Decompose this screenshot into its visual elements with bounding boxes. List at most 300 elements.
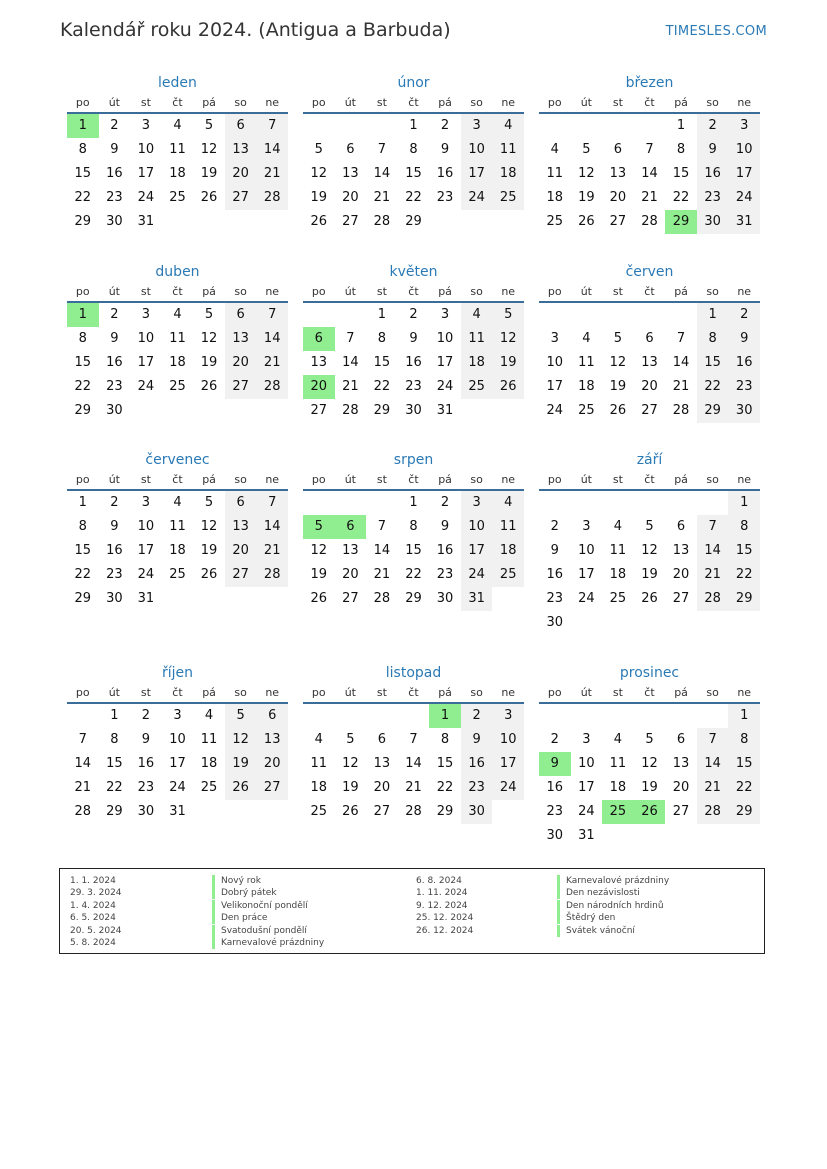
day-cell: 20 (609, 190, 627, 205)
day-cell: 11 (200, 732, 218, 747)
day-cell: 2 (110, 118, 119, 133)
day-cell: 29 (697, 399, 729, 423)
day-cell: 23 (106, 379, 123, 394)
day-cell: 30 (546, 828, 564, 843)
weekday-label: út (580, 686, 592, 699)
day-grid (539, 704, 760, 848)
day-cell: 19 (609, 379, 627, 394)
day-cell: 23 (546, 591, 564, 606)
day-cell: 21 (672, 379, 690, 394)
day-cell: 19 (641, 780, 658, 795)
day-cell: 15 (728, 539, 760, 563)
day-cell: 4 (550, 142, 559, 157)
day-cell: 24 (461, 186, 493, 210)
day-cell: 26 (492, 375, 524, 399)
weekday-label: čt (172, 285, 183, 298)
day-cell: 7 (409, 732, 418, 747)
day-cell: 1 (110, 708, 119, 723)
day-cell: 13 (256, 728, 288, 752)
day-cell: 16 (697, 162, 729, 186)
day-cell: 27 (609, 214, 627, 229)
weekday-label: ne (501, 285, 516, 298)
weekday-label: st (612, 686, 623, 699)
day-cell: 3 (728, 114, 760, 138)
day-cell: 18 (609, 780, 627, 795)
weekday-header (303, 94, 524, 114)
day-cell: 6 (346, 142, 355, 157)
day-cell: 20 (225, 539, 257, 563)
day-cell: 22 (373, 379, 391, 394)
month-name: leden (158, 75, 197, 91)
day-cell: 5 (582, 142, 591, 157)
weekday-label: út (580, 96, 592, 109)
day-cell: 10 (578, 543, 595, 558)
holiday-day-cell: 9 (539, 752, 571, 776)
day-cell: 13 (310, 355, 328, 370)
day-cell: 6 (256, 704, 288, 728)
weekday-label: st (140, 285, 151, 298)
day-cell: 19 (200, 543, 218, 558)
day-cell: 4 (173, 307, 182, 322)
day-cell: 9 (110, 519, 119, 534)
day-cell: 29 (728, 800, 760, 824)
month-name: září (636, 452, 663, 468)
day-cell: 19 (200, 166, 218, 181)
weekday-label: ne (265, 285, 280, 298)
day-cell: 2 (697, 114, 729, 138)
day-cell: 4 (582, 331, 591, 346)
day-cell: 1 (377, 307, 387, 322)
day-cell: 3 (173, 708, 182, 723)
month-7 (303, 447, 524, 611)
day-cell: 28 (373, 214, 391, 229)
day-cell: 17 (546, 379, 564, 394)
weekday-label: pá (674, 686, 688, 699)
day-cell: 6 (225, 114, 257, 138)
day-cell: 13 (225, 138, 257, 162)
weekday-label: so (470, 285, 483, 298)
day-cell: 29 (436, 804, 454, 819)
day-cell: 14 (672, 355, 690, 370)
day-cell: 25 (169, 190, 186, 205)
day-cell: 2 (728, 303, 760, 327)
empty-cell (303, 303, 335, 327)
day-cell: 1 (697, 303, 729, 327)
empty-cell (539, 704, 571, 728)
day-cell: 30 (106, 591, 123, 606)
day-cell: 24 (492, 776, 524, 800)
day-cell: 28 (697, 800, 729, 824)
empty-cell (335, 704, 367, 728)
day-cell: 5 (204, 118, 214, 133)
month-2 (539, 70, 760, 234)
weekday-label: po (75, 96, 90, 109)
day-cell: 22 (74, 190, 92, 205)
empty-cell (697, 491, 729, 515)
day-cell: 16 (728, 351, 760, 375)
day-cell: 21 (697, 776, 729, 800)
month-name: červen (625, 264, 674, 280)
day-cell: 21 (641, 190, 658, 205)
day-cell: 11 (169, 519, 186, 534)
legend-date: 1. 4. 2024 (70, 900, 116, 911)
day-cell: 16 (106, 543, 123, 558)
day-cell: 23 (728, 375, 760, 399)
weekday-label: pá (202, 96, 216, 109)
day-cell: 12 (342, 756, 359, 771)
empty-cell (602, 491, 634, 515)
day-cell: 28 (256, 186, 288, 210)
day-cell: 14 (256, 138, 288, 162)
day-cell: 8 (377, 331, 387, 346)
weekday-label: ne (265, 686, 280, 699)
day-cell: 20 (256, 752, 288, 776)
day-cell: 14 (697, 539, 729, 563)
legend-date: 20. 5. 2024 (70, 925, 122, 936)
day-cell: 31 (728, 210, 760, 234)
legend-holiday-name: Karnevalové prázdniny (557, 875, 669, 887)
day-cell: 5 (645, 732, 654, 747)
day-cell: 12 (641, 543, 658, 558)
day-cell: 13 (225, 327, 257, 351)
day-cell: 5 (314, 142, 323, 157)
day-cell: 9 (461, 728, 493, 752)
weekday-label: po (311, 686, 326, 699)
day-cell: 23 (436, 567, 454, 582)
empty-cell (665, 491, 697, 515)
empty-cell (602, 303, 634, 327)
day-cell: 4 (173, 495, 182, 510)
day-cell: 15 (373, 355, 391, 370)
day-cell: 25 (169, 379, 186, 394)
day-cell: 16 (106, 166, 123, 181)
page-title: Kalendář roku 2024. (Antigua a Barbuda) (60, 19, 451, 41)
weekday-label: ne (501, 686, 516, 699)
day-cell: 21 (373, 567, 391, 582)
day-cell: 2 (461, 704, 493, 728)
day-grid (539, 303, 760, 423)
weekday-label: út (580, 285, 592, 298)
holiday-day-cell: 1 (67, 114, 99, 138)
day-cell: 27 (641, 403, 658, 418)
day-cell: 25 (546, 214, 564, 229)
day-cell: 18 (492, 162, 524, 186)
weekday-label: so (234, 473, 247, 486)
weekday-label: po (311, 473, 326, 486)
weekday-header (67, 283, 288, 303)
day-cell: 8 (728, 728, 760, 752)
day-cell: 16 (137, 756, 155, 771)
weekday-label: ne (737, 96, 752, 109)
day-cell: 18 (169, 543, 186, 558)
empty-cell (665, 303, 697, 327)
empty-cell (634, 491, 666, 515)
holiday-day-cell: 25 (602, 800, 634, 824)
day-cell: 25 (578, 403, 595, 418)
day-cell: 21 (256, 539, 288, 563)
day-cell: 22 (697, 375, 729, 399)
day-cell: 9 (110, 142, 119, 157)
day-cell: 24 (578, 804, 595, 819)
day-cell: 6 (613, 142, 623, 157)
day-cell: 22 (728, 776, 760, 800)
day-cell: 2 (440, 495, 450, 510)
weekday-label: po (547, 686, 562, 699)
month-1 (303, 70, 524, 234)
day-cell: 30 (106, 403, 123, 418)
day-cell: 10 (546, 355, 564, 370)
day-cell: 20 (641, 379, 658, 394)
legend-holiday-name: Svatodušní pondělí (212, 925, 307, 937)
day-cell: 21 (256, 162, 288, 186)
day-cell: 19 (342, 780, 359, 795)
empty-cell (571, 491, 603, 515)
month-name: květen (389, 264, 438, 280)
day-cell: 13 (342, 166, 359, 181)
day-cell: 22 (74, 567, 92, 582)
day-cell: 24 (137, 379, 155, 394)
empty-cell (602, 114, 634, 138)
legend-date: 6. 5. 2024 (70, 913, 116, 924)
day-cell: 9 (550, 543, 559, 558)
weekday-label: út (344, 473, 356, 486)
day-cell: 11 (546, 166, 564, 181)
day-cell: 6 (225, 491, 257, 515)
weekday-label: po (311, 285, 326, 298)
day-cell: 27 (342, 591, 359, 606)
legend-date: 1. 1. 2024 (70, 876, 116, 886)
day-grid (539, 114, 760, 234)
weekday-header (303, 471, 524, 491)
day-cell: 3 (582, 519, 591, 534)
day-grid (67, 303, 288, 423)
holiday-day-cell: 29 (665, 210, 697, 234)
day-cell: 23 (461, 776, 493, 800)
empty-cell (335, 303, 367, 327)
day-grid (303, 303, 524, 423)
legend-holiday-name: Dobrý pátek (212, 887, 277, 899)
weekday-label: út (108, 96, 120, 109)
weekday-header (539, 684, 760, 704)
day-cell: 20 (342, 190, 359, 205)
day-cell: 26 (310, 214, 328, 229)
day-cell: 31 (578, 828, 595, 843)
day-cell: 7 (697, 515, 729, 539)
day-cell: 12 (310, 543, 328, 558)
holiday-day-cell: 1 (67, 303, 99, 327)
day-cell: 13 (609, 166, 627, 181)
day-cell: 17 (137, 543, 155, 558)
weekday-label: po (547, 96, 562, 109)
month-name: srpen (393, 452, 434, 468)
day-cell: 24 (137, 567, 155, 582)
weekday-label: út (108, 473, 120, 486)
day-cell: 28 (697, 587, 729, 611)
month-name: březen (625, 75, 674, 91)
day-cell: 18 (546, 190, 564, 205)
weekday-label: čt (408, 473, 419, 486)
day-cell: 24 (728, 186, 760, 210)
day-cell: 7 (676, 331, 686, 346)
weekday-label: st (140, 96, 151, 109)
day-cell: 11 (310, 756, 328, 771)
weekday-label: so (706, 473, 719, 486)
empty-cell (571, 704, 603, 728)
day-cell: 27 (225, 563, 257, 587)
day-cell: 15 (436, 756, 454, 771)
weekday-label: po (311, 96, 326, 109)
day-cell: 5 (613, 331, 623, 346)
empty-cell (634, 704, 666, 728)
day-cell: 1 (728, 704, 760, 728)
day-cell: 28 (256, 375, 288, 399)
day-cell: 25 (169, 567, 186, 582)
day-cell: 14 (256, 515, 288, 539)
weekday-label: so (706, 96, 719, 109)
day-cell: 11 (169, 331, 186, 346)
day-cell: 2 (550, 519, 559, 534)
empty-cell (366, 114, 398, 138)
weekday-label: st (612, 285, 623, 298)
weekday-label: čt (408, 285, 419, 298)
weekday-label: so (470, 473, 483, 486)
weekday-label: st (140, 686, 151, 699)
day-cell: 22 (106, 780, 123, 795)
empty-cell (571, 303, 603, 327)
day-cell: 28 (405, 804, 422, 819)
empty-cell (697, 704, 729, 728)
day-cell: 26 (342, 804, 359, 819)
weekday-label: ne (737, 285, 752, 298)
day-cell: 26 (310, 591, 328, 606)
day-cell: 11 (492, 138, 524, 162)
day-cell: 22 (672, 190, 690, 205)
day-cell: 17 (436, 355, 454, 370)
day-cell: 1 (728, 491, 760, 515)
day-cell: 17 (728, 162, 760, 186)
day-cell: 26 (200, 190, 218, 205)
day-cell: 7 (256, 491, 288, 515)
day-cell: 28 (342, 403, 359, 418)
day-cell: 15 (672, 166, 690, 181)
weekday-label: so (470, 96, 483, 109)
day-cell: 4 (314, 732, 323, 747)
day-cell: 31 (461, 587, 493, 611)
day-cell: 25 (461, 375, 493, 399)
day-cell: 6 (377, 732, 387, 747)
day-cell: 30 (106, 214, 123, 229)
day-cell: 15 (106, 756, 123, 771)
day-cell: 29 (74, 214, 92, 229)
month-name: duben (155, 264, 200, 280)
day-cell: 22 (405, 190, 422, 205)
legend-date: 25. 12. 2024 (416, 913, 474, 924)
day-cell: 13 (672, 756, 690, 771)
day-cell: 14 (373, 543, 391, 558)
weekday-label: po (547, 285, 562, 298)
day-cell: 10 (436, 331, 454, 346)
day-grid (67, 114, 288, 234)
day-cell: 17 (461, 539, 493, 563)
weekday-label: po (75, 285, 90, 298)
weekday-label: po (547, 473, 562, 486)
day-cell: 12 (641, 756, 658, 771)
day-cell: 14 (256, 327, 288, 351)
day-cell: 19 (310, 567, 328, 582)
day-cell: 1 (409, 495, 418, 510)
empty-cell (539, 303, 571, 327)
day-grid (303, 704, 524, 824)
day-cell: 16 (436, 166, 454, 181)
day-cell: 29 (106, 804, 123, 819)
empty-cell (665, 704, 697, 728)
day-cell: 10 (137, 142, 155, 157)
empty-cell (67, 704, 99, 728)
site-link[interactable]: TIMESLES.COM (665, 24, 767, 39)
weekday-label: st (376, 686, 387, 699)
empty-cell (602, 704, 634, 728)
day-grid (67, 491, 288, 611)
day-cell: 27 (342, 214, 359, 229)
day-cell: 13 (373, 756, 391, 771)
empty-cell (539, 114, 571, 138)
day-cell: 1 (78, 495, 87, 510)
weekday-label: st (376, 285, 387, 298)
day-cell: 14 (74, 756, 92, 771)
day-cell: 5 (204, 495, 214, 510)
day-cell: 18 (200, 756, 218, 771)
legend-date: 29. 3. 2024 (70, 888, 122, 899)
day-grid (303, 491, 524, 611)
weekday-label: so (234, 285, 247, 298)
day-cell: 28 (373, 591, 391, 606)
day-cell: 7 (346, 331, 355, 346)
day-cell: 4 (492, 114, 524, 138)
day-cell: 2 (110, 307, 119, 322)
day-cell: 24 (169, 780, 186, 795)
legend-date: 5. 8. 2024 (70, 938, 116, 948)
day-cell: 15 (728, 752, 760, 776)
day-cell: 17 (461, 162, 493, 186)
day-grid (67, 704, 288, 824)
weekday-label: ne (265, 473, 280, 486)
day-cell: 15 (405, 543, 422, 558)
day-cell: 5 (492, 303, 524, 327)
day-cell: 7 (256, 114, 288, 138)
day-cell: 16 (106, 355, 123, 370)
day-cell: 24 (137, 190, 155, 205)
day-cell: 23 (546, 804, 564, 819)
day-cell: 17 (137, 166, 155, 181)
day-cell: 18 (609, 567, 627, 582)
day-cell: 8 (78, 142, 87, 157)
day-cell: 13 (225, 515, 257, 539)
day-cell: 13 (672, 543, 690, 558)
day-cell: 11 (169, 142, 186, 157)
day-cell: 26 (641, 591, 658, 606)
day-cell: 19 (578, 190, 595, 205)
day-cell: 6 (676, 519, 686, 534)
day-cell: 5 (346, 732, 355, 747)
day-cell: 8 (728, 515, 760, 539)
day-cell: 16 (546, 780, 564, 795)
day-cell: 6 (645, 331, 654, 346)
legend-holiday-name: Den národních hrdinů (557, 900, 664, 912)
day-cell: 8 (409, 142, 418, 157)
empty-cell (398, 704, 430, 728)
day-cell: 3 (461, 114, 493, 138)
day-cell: 8 (676, 142, 686, 157)
